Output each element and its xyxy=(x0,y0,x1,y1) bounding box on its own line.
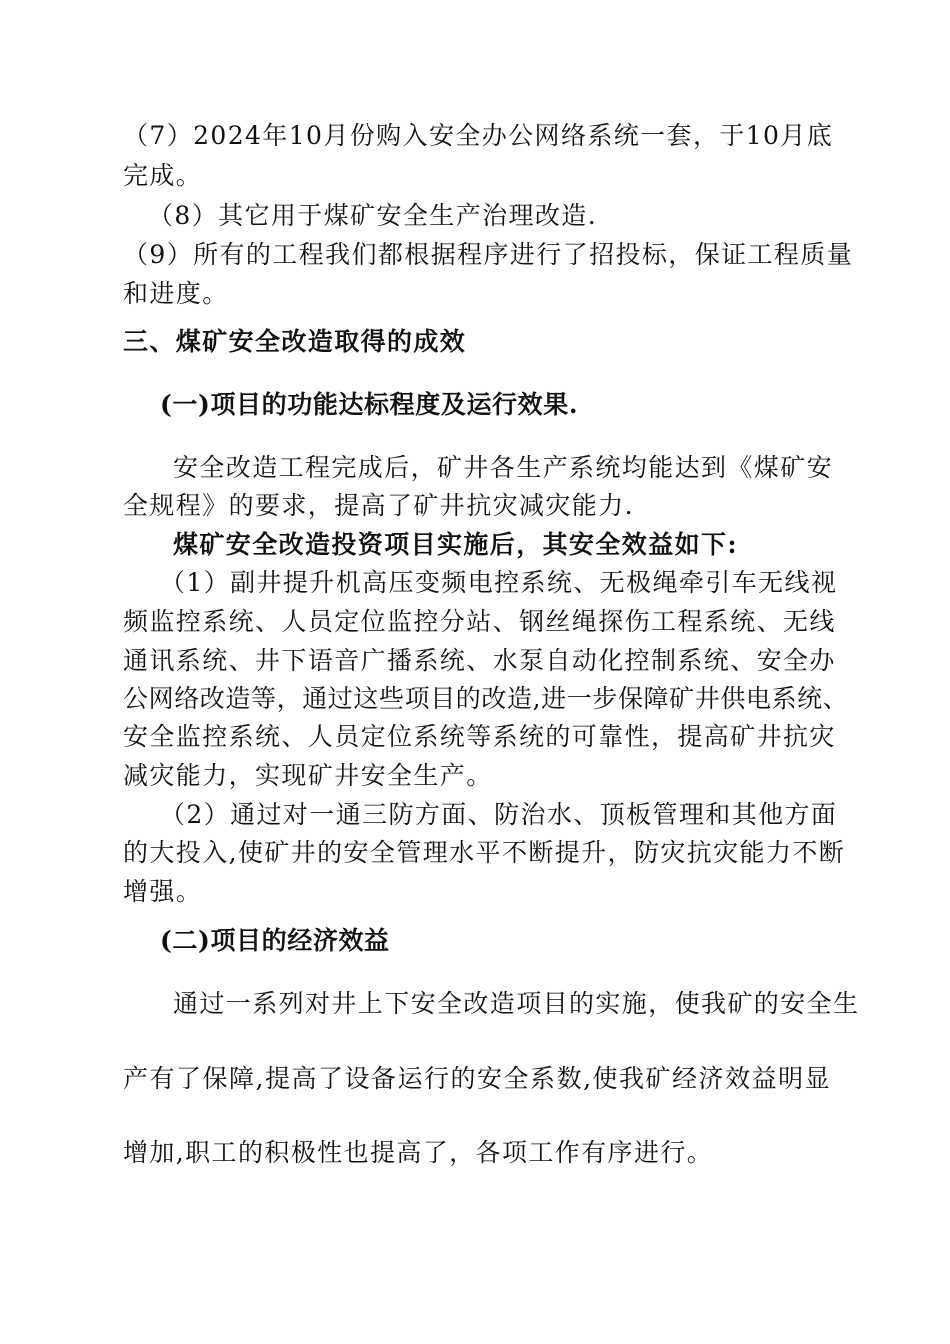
subsection-2-text-line-1: 通过一系列对井上下安全改造项目的实施，使我矿的安全生 xyxy=(173,989,860,1018)
benefit-1-line-3: 通讯系统、井下语音广播系统、水泵自动化控制系统、安全办 xyxy=(123,646,836,675)
paragraph-item-7-line-2: 完成。 xyxy=(123,161,203,190)
subsection-2-text-line-2: 产有了保障,提高了设备运行的安全系数,使我矿经济效益明显 xyxy=(123,1064,831,1093)
benefit-1-line-2: 频监控系统、人员定位监控分站、钢丝绳探伤工程系统、无线 xyxy=(123,607,836,636)
benefit-1-line-5: 安全监控系统、人员定位系统等系统的可靠性，提高矿井抗灾 xyxy=(123,722,836,751)
benefit-2-line-2: 的大投入,使矿井的安全管理水平不断提升，防灾抗灾能力不断 xyxy=(123,838,846,867)
benefit-heading: 煤矿安全改造投资项目实施后，其安全效益如下: xyxy=(173,530,739,559)
benefit-1-line-6: 减灾能力，实现矿井安全生产。 xyxy=(123,761,493,790)
subsection-heading-1: (一)项目的功能达标程度及运行效果. xyxy=(160,390,579,419)
benefit-1-line-1: （1）副井提升机高压变频电控系统、无极绳牵引车无线视 xyxy=(160,568,838,597)
paragraph-item-9-line-2: 和进度。 xyxy=(123,279,229,308)
subsection-1-text-line-2: 全规程》的要求，提高了矿井抗灾减灾能力. xyxy=(123,491,634,520)
subsection-2-text-line-3: 增加,职工的积极性也提高了，各项工作有序进行。 xyxy=(123,1138,714,1167)
benefit-2-line-3: 增强。 xyxy=(123,877,203,906)
subsection-heading-2: (二)项目的经济效益 xyxy=(160,926,390,955)
paragraph-item-7-line-1: （7）2024年10月份购入安全办公网络系统一套，于10月底 xyxy=(123,121,834,150)
paragraph-item-9-line-1: （9）所有的工程我们都根据程序进行了招投标，保证工程质量 xyxy=(123,240,854,269)
section-heading-3: 三、煤矿安全改造取得的成效 xyxy=(123,327,467,356)
subsection-1-text-line-1: 安全改造工程完成后，矿井各生产系统均能达到《煤矿安 xyxy=(173,453,834,482)
benefit-2-line-1: （2）通过对一通三防方面、防治水、顶板管理和其他方面 xyxy=(160,800,838,829)
benefit-1-line-4: 公网络改造等，通过这些项目的改造,进一步保障矿井供电系统、 xyxy=(123,684,849,713)
paragraph-item-8: （8）其它用于煤矿安全生产治理改造. xyxy=(148,201,598,230)
